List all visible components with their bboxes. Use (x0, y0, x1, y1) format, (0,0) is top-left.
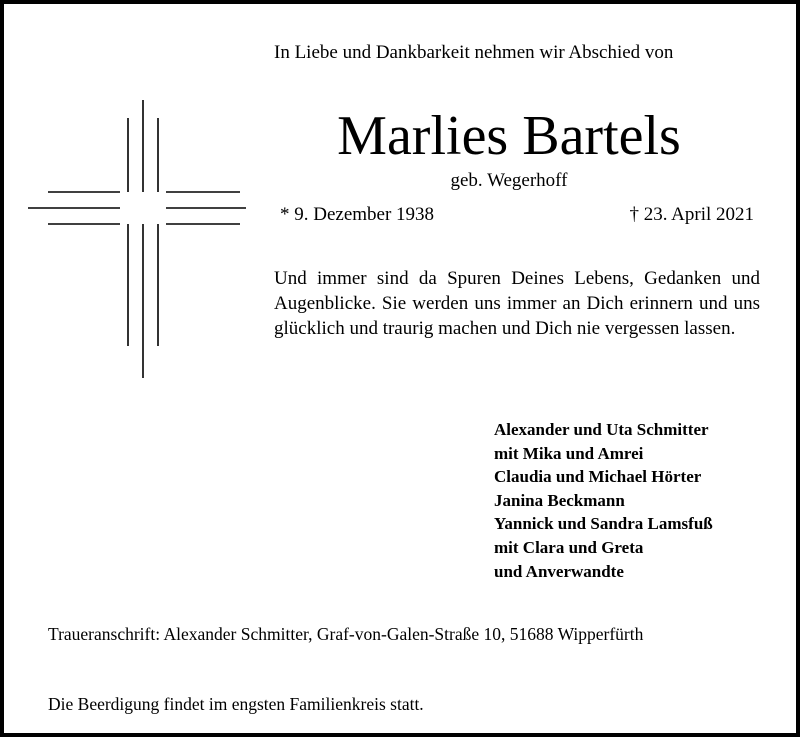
list-item: Alexander und Uta Schmitter (494, 420, 709, 439)
deceased-name: Marlies Bartels (337, 105, 681, 167)
list-item: Claudia und Michael Hörter (494, 467, 702, 487)
funeral-note: Die Beerdigung findet im engsten Familienkreis statt. (48, 694, 424, 714)
death-date: † 23. April 2021 (629, 204, 754, 225)
birth-date: * 9. Dezember 1938 (280, 204, 435, 225)
list-item: Janina Beckmann (494, 490, 625, 510)
maiden-name: geb. Wegerhoff (450, 170, 568, 191)
mourners-list (494, 418, 713, 583)
list-item: mit Clara und Greta (494, 537, 644, 557)
list-item: und Anverwandte (494, 561, 624, 581)
memorial-verse: Und immer sind da Spuren Deines Lebens, Gedanken und Augenblicke. Sie werden uns immer an Dich erinnern und uns glücklich und traurig machen und Dich nie vergessen lassen. (274, 268, 760, 339)
intro-text: In Liebe und Dankbarkeit nehmen wir Abschied von (274, 42, 674, 63)
mourning-address: Traueranschrift: Alexander Schmitter, Graf-von-Galen-Straße 10, 51688 Wipperfürth (48, 624, 644, 644)
list-item: Yannick und Sandra Lamsfuß (494, 514, 713, 534)
cross-icon (24, 96, 246, 378)
list-item: mit Mika und Amrei (494, 443, 644, 463)
